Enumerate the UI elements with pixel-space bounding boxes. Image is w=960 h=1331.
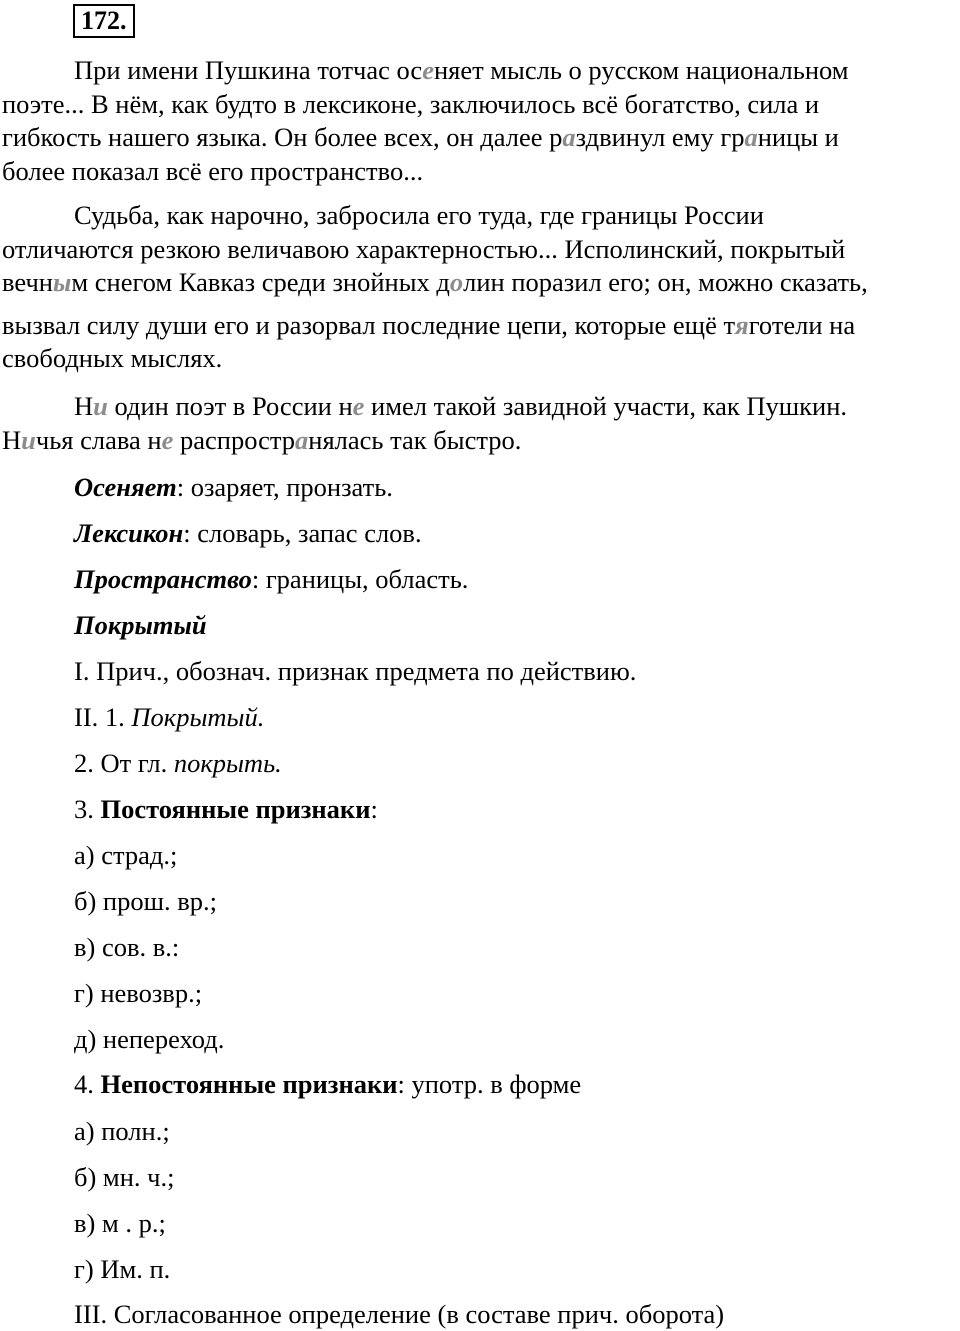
variable-feature: г) Им. п. [74, 1254, 171, 1284]
p2-line-5: свободных мыслях. [2, 343, 223, 373]
analysis-item-3: 2. От гл. покрыть. [74, 748, 282, 778]
analysis-item-6: III. Согласованное определение (в составе прич. оборота) [74, 1299, 725, 1329]
definition-text: : границы, область. [251, 564, 469, 594]
p1-line-3: гибкость нашего языка. Он более всех, он далее раздвинул ему границы и [2, 122, 839, 152]
permanent-feature: д) непереход. [74, 1024, 225, 1054]
analysis-item-2: II. 1. Покрытый. [74, 702, 265, 732]
highlighted-letter: е [352, 391, 365, 421]
analysis-item-5: 4. Непостоянные признаки: употр. в форме [74, 1069, 582, 1099]
paragraph-1 [2, 54, 958, 188]
p1-line-4: более показал всё его пространство... [2, 155, 424, 186]
highlighted-letter: а [562, 122, 576, 152]
p2-line-1: Судьба, как нарочно, забросила его туда, где границы России [74, 200, 764, 230]
p1-line-2: поэте... В нём, как будто в лексиконе, заключилось всё богатство, сила и [2, 88, 820, 119]
definition-text: : словарь, запас слов. [183, 518, 422, 548]
permanent-feature: г) невозвр.; [74, 978, 203, 1008]
definition-1 [74, 472, 393, 502]
highlighted-letter: и [93, 391, 108, 421]
exercise-number: 172. [73, 4, 135, 38]
p1-line-1: При имени Пушкина тотчас осеняет мысль о русском национальном [74, 55, 849, 85]
analysis-item-4: 3. Постоянные признаки: [74, 794, 378, 824]
highlighted-letter: е [161, 424, 174, 455]
highlighted-letter: а [744, 122, 758, 152]
definition-term: Пространство [74, 564, 252, 594]
definition-3 [74, 564, 468, 594]
highlighted-letter: ы [52, 267, 72, 297]
permanent-feature: а) страд.; [74, 840, 178, 870]
highlighted-letter: я [735, 309, 749, 340]
p2-line-4: вызвал силу души его и разорвал последние цепи, которые ещё тяготели на [2, 309, 856, 340]
analysis-heading: Покрытый [74, 610, 207, 640]
p2-line-2: отличаются резкою величавою характерностью... Исполинский, покрытый [2, 233, 846, 264]
analysis-item-1: I. Прич., обознач. признак предмета по действию. [74, 656, 637, 686]
variable-feature: а) полн.; [74, 1116, 170, 1146]
highlighted-letter: и [21, 424, 36, 455]
permanent-feature: б) прош. вр.; [74, 886, 218, 916]
definition-term: Лексикон [74, 518, 184, 548]
p3-line-1: Ни один поэт в России не имел такой завидной участи, как Пушкин. [74, 391, 847, 421]
definition-text: : озаряет, пронзать. [176, 472, 393, 502]
paragraph-2 [2, 199, 958, 376]
highlighted-letter: о [449, 267, 464, 297]
variable-feature: в) м . р.; [74, 1208, 166, 1238]
definition-term: Осеняет [74, 472, 177, 502]
p3-line-2: Ничья слава не распространялась так быстро. [2, 424, 522, 455]
permanent-feature: в) сов. в.: [74, 932, 180, 962]
highlighted-letter: е [422, 55, 434, 85]
definition-2 [74, 518, 422, 548]
highlighted-letter: а [295, 424, 309, 455]
paragraph-3 [2, 390, 958, 457]
p2-line-3: вечным снегом Кавказ среди знойных долин поразил его; он, можно сказать, [2, 267, 868, 297]
variable-feature: б) мн. ч.; [74, 1162, 175, 1192]
